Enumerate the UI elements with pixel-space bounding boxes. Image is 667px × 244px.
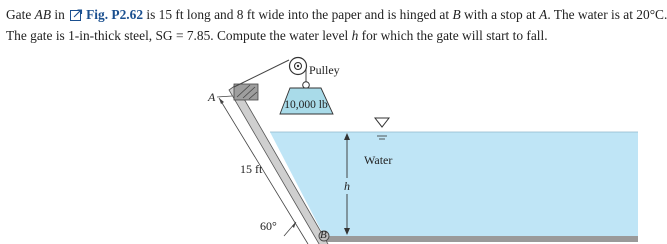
problem-line-1: Gate AB in Fig. P2.62 is 15 ft long and 8 ft wide into the paper and is hinged at B with a stop at A. The water is at 20°C. bbox=[6, 5, 651, 26]
weight-hook bbox=[303, 82, 310, 89]
cable-gate bbox=[234, 60, 289, 87]
h-label: h bbox=[344, 179, 350, 193]
figure-link[interactable]: Fig. P2.62 bbox=[86, 7, 144, 22]
weight-label: 10,000 lb bbox=[284, 99, 328, 111]
label-a: A bbox=[208, 90, 216, 104]
ground-strip bbox=[322, 236, 638, 242]
pulley bbox=[290, 58, 307, 75]
water-label: Water bbox=[364, 153, 393, 167]
variable-h: h bbox=[351, 28, 359, 43]
angle-label: 60° bbox=[260, 219, 277, 233]
problem-line-2: The gate is 1-in-thick steel, SG = 7.85. Compute the water level h for which the gate will start to fall. bbox=[6, 28, 548, 43]
stop-letter: A bbox=[539, 7, 548, 22]
water-level-icon bbox=[375, 118, 389, 139]
stop-block bbox=[234, 84, 258, 100]
hinge-letter: B bbox=[452, 7, 461, 22]
pulley-label: Pulley bbox=[309, 63, 340, 77]
label-b-visible: B bbox=[320, 229, 327, 241]
water-region bbox=[270, 132, 638, 236]
length-label: 15 ft bbox=[240, 162, 263, 176]
gate-name: AB bbox=[34, 7, 51, 22]
